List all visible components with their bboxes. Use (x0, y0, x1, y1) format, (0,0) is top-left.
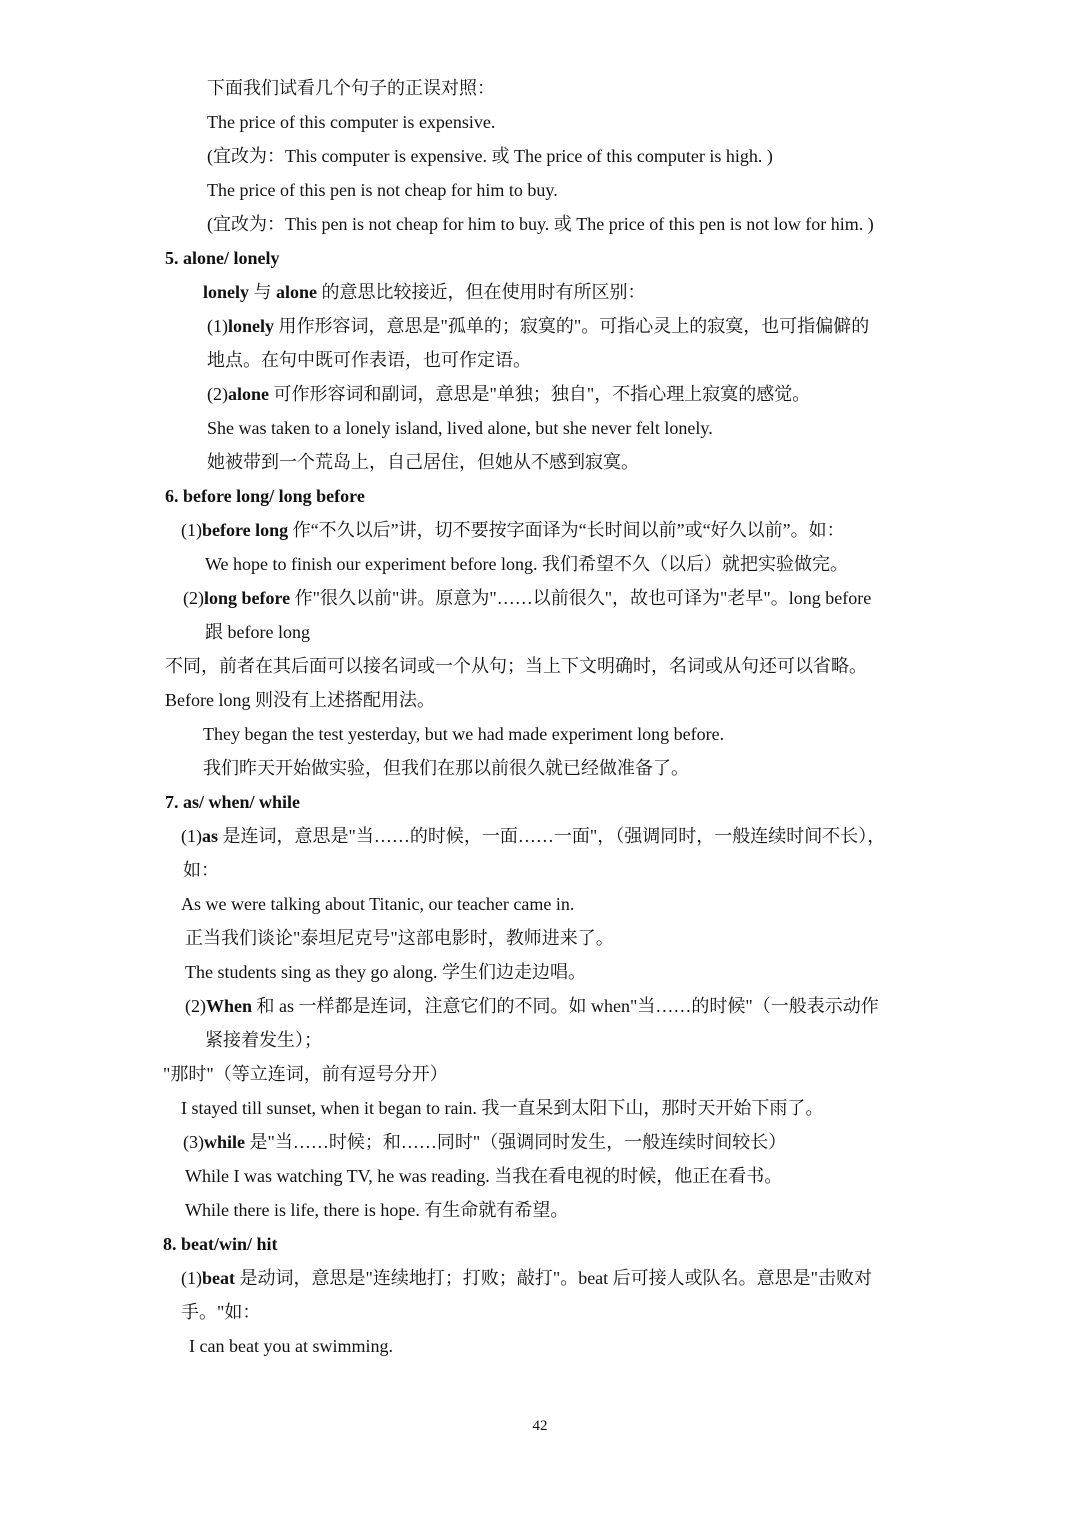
text-segment: (1) (181, 1268, 202, 1288)
text-line (181, 824, 885, 848)
text-segment: They began the test yesterday, but we had made experiment long before. (203, 724, 725, 744)
section-heading (165, 790, 300, 814)
bold-term: 6. before long/ long before (165, 486, 365, 506)
text-segment: 手。"如： (181, 1302, 261, 1322)
text-segment: Before long 则没有上述搭配用法。 (165, 690, 435, 710)
text-segment: The price of this pen is not cheap for him to buy. (207, 180, 558, 200)
text-line (205, 552, 848, 576)
text-segment: 我们昨天开始做实验，但我们在那以前很久就已经做准备了。 (203, 758, 689, 778)
text-line (163, 1062, 448, 1086)
bold-term: alone (228, 384, 270, 404)
text-segment: (2) (183, 588, 204, 608)
text-line (205, 620, 310, 644)
text-segment: I stayed till sunset, when it began to rain. 我一直呆到太阳下山，那时天开始下雨了。 (181, 1098, 824, 1118)
text-line (165, 688, 435, 712)
text-segment: 地点。在句中既可作表语，也可作定语。 (207, 350, 531, 370)
text-line (181, 892, 574, 916)
text-segment: The students sing as they go along. 学生们边走边唱。 (185, 962, 586, 982)
text-segment: 是动词，意思是"连续地打；打败；敲打"。beat 后可接人或队名。意思是"击败对 (235, 1268, 873, 1288)
text-line (203, 756, 689, 780)
text-segment: (1) (181, 520, 202, 540)
bold-term: 5. alone/ lonely (165, 248, 280, 268)
text-segment: I can beat you at swimming. (189, 1336, 393, 1356)
page-number: 42 (532, 1418, 548, 1434)
text-line (185, 994, 879, 1018)
text-segment: 紧接着发生）； (205, 1030, 322, 1050)
text-segment: 和 as 一样都是连词，注意它们的不同。如 when"当……的时候"（一般表示动作 (252, 996, 879, 1016)
text-segment: While there is life, there is hope. 有生命就有希望。 (185, 1200, 569, 1220)
text-line (207, 110, 495, 134)
text-line (185, 1198, 568, 1222)
bold-term: while (204, 1132, 246, 1152)
text-segment: (3) (183, 1132, 204, 1152)
text-segment: 作“不久以后”讲，切不要按字面译为“长时间以前”或“好久以前”。如： (288, 520, 845, 540)
text-line (207, 450, 639, 474)
bold-term: before long (202, 520, 289, 540)
text-segment: 是"当……时候；和……同时"（强调同时发生，一般连续时间较长） (245, 1132, 787, 1152)
text-segment: 是连词，意思是"当……的时候，一面……一面"，（强调同时，一般连续时间不长）， (218, 826, 886, 846)
text-line (165, 654, 867, 678)
section-heading (163, 1232, 278, 1256)
text-line (203, 280, 646, 304)
text-line (207, 178, 558, 202)
text-segment: 下面我们试看几个句子的正误对照： (207, 78, 495, 98)
text-segment: She was taken to a lonely island, lived alone, but she never felt lonely. (207, 418, 713, 438)
text-line (181, 1300, 260, 1324)
text-segment: 正当我们谈论"泰坦尼克号"这部电影时，教师进来了。 (185, 928, 614, 948)
section-heading (165, 484, 365, 508)
text-line (185, 960, 586, 984)
text-segment: 作"很久以前"讲。原意为"……以前很久"，故也可译为"老早"。long before (290, 588, 872, 608)
section-heading (165, 246, 280, 270)
text-line (207, 382, 810, 406)
text-segment: (1) (181, 826, 202, 846)
bold-term: lonely (228, 316, 275, 336)
text-segment: (2) (207, 384, 228, 404)
bold-term: alone (276, 282, 318, 302)
text-line (205, 1028, 322, 1052)
bold-term: beat (202, 1268, 235, 1288)
bold-term: lonely (203, 282, 250, 302)
text-segment: We hope to finish our experiment before long. 我们希望不久（以后）就把实验做完。 (205, 554, 848, 574)
bold-term: When (206, 996, 253, 1016)
text-line (207, 144, 773, 168)
text-segment: "那时"（等立连词，前有逗号分开） (163, 1064, 448, 1084)
text-segment: 跟 before long (205, 622, 310, 642)
text-line (181, 1266, 872, 1290)
text-line (185, 926, 614, 950)
text-segment: (宜改为：This computer is expensive. 或 The price of this computer is high. ) (207, 146, 773, 166)
text-line (207, 314, 869, 338)
text-line (183, 858, 219, 882)
text-line (207, 76, 495, 100)
text-segment: As we were talking about Titanic, our teacher came in. (181, 894, 575, 914)
text-segment: 她被带到一个荒岛上，自己居住，但她从不感到寂寞。 (207, 452, 639, 472)
text-line (181, 1096, 823, 1120)
text-segment: (宜改为：This pen is not cheap for him to buy. 或 The price of this pen is not low for him. ) (207, 214, 874, 234)
text-segment: The price of this computer is expensive. (207, 112, 496, 132)
text-segment: 的意思比较接近，但在使用时有所区别： (317, 282, 646, 302)
bold-term: long before (204, 588, 291, 608)
text-line (207, 212, 874, 236)
text-line (183, 1130, 786, 1154)
text-segment: 不同，前者在其后面可以接名词或一个从句；当上下文明确时，名词或从句还可以省略。 (165, 656, 867, 676)
bold-term: 7. as/ when/ while (165, 792, 301, 812)
text-line (189, 1334, 393, 1358)
text-segment: 如： (183, 860, 219, 880)
text-segment: (2) (185, 996, 206, 1016)
text-segment: 与 (249, 282, 277, 302)
text-line (207, 416, 713, 440)
text-line (185, 1164, 782, 1188)
text-segment: 可作形容词和副词，意思是"单独；独自"，不指心理上寂寞的感觉。 (269, 384, 811, 404)
text-segment: 用作形容词，意思是"孤单的；寂寞的"。可指心灵上的寂寞，也可指偏僻的 (274, 316, 870, 336)
text-line (207, 348, 531, 372)
text-segment: (1) (207, 316, 228, 336)
bold-term: as (202, 826, 219, 846)
text-line (183, 586, 871, 610)
bold-term: 8. beat/win/ hit (163, 1234, 278, 1254)
text-segment: While I was watching TV, he was reading. 当我在看电视的时候，他正在看书。 (185, 1166, 783, 1186)
text-line (181, 518, 845, 542)
text-line (203, 722, 724, 746)
